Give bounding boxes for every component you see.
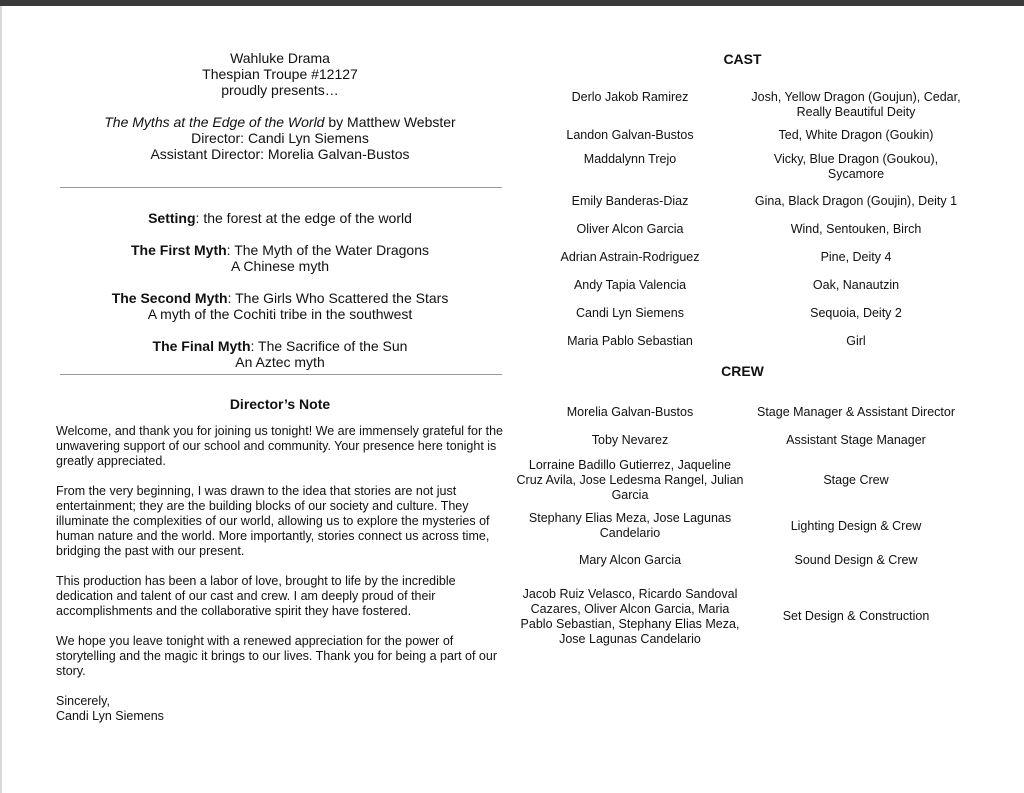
note-paragraph: From the very beginning, I was drawn to the idea that stories are not just entertainment; they are the building blocks of our society and culture. They illuminate the complexities of our world, allowing us to explore the mysteries of human nature and the world. More importantly, stories connect us across time, bridging the past with our present. (56, 484, 490, 558)
first-myth-label: The First Myth (131, 242, 227, 258)
left-column (50, 50, 510, 724)
crew-names: Morelia Galvan-Bustos (566, 404, 694, 419)
right-column (515, 50, 995, 654)
crew-job: Sound Design & Crew (794, 552, 918, 567)
cast-row (515, 215, 995, 243)
first-myth-sub: A Chinese myth (230, 258, 330, 274)
page-edge-shadow (0, 6, 2, 793)
presentation-header (50, 50, 510, 162)
final-myth-label: The Final Myth (152, 338, 251, 354)
crew-job: Assistant Stage Manager (786, 432, 926, 447)
cast-role: Vicky, Blue Dragon (Goukou), Sycamore (773, 152, 939, 181)
final-myth-sub: An Aztec myth (235, 354, 325, 370)
final-myth-line (50, 338, 510, 354)
second-myth-line (50, 290, 510, 306)
troupe-number: Thespian Troupe #12127 (202, 66, 358, 82)
cast-row (515, 327, 995, 355)
cast-row (515, 299, 995, 327)
cast-role: Ted, White Dragon (Goukin) (778, 128, 934, 142)
cast-actor: Candi Lyn Siemens (576, 305, 684, 320)
cast-role: Pine, Deity 4 (820, 249, 892, 264)
crew-names: Lorraine Badillo Gutierrez, Jaqueline Cruz Avila, Jose Ledesma Rangel, Julian Garcia (516, 457, 744, 502)
crew-job: Lighting Design & Crew (790, 518, 922, 533)
cast-actor: Andy Tapia Valencia (573, 277, 687, 292)
window-top-bar (0, 0, 1024, 6)
cast-role: Sequoia, Deity 2 (810, 305, 902, 320)
cast-actor: Derlo Jakob Ramirez (571, 90, 689, 104)
play-credit-line (50, 114, 510, 130)
crew-row (515, 426, 995, 454)
crew-names: Mary Alcon Garcia (578, 552, 682, 567)
cast-row (515, 125, 995, 146)
setting-value: : the forest at the edge of the world (195, 210, 412, 226)
cast-row (515, 271, 995, 299)
note-signoff (50, 694, 510, 724)
second-myth-value: : The Girls Who Scattered the Stars (227, 290, 449, 306)
first-myth-line (50, 242, 510, 258)
cast-actor: Emily Banderas-Diaz (571, 193, 689, 208)
note-paragraph: This production has been a labor of love, brought to life by the incredible dedication and talent of our cast and crew. I am deeply proud of their accomplishments and the collaborative spirit they have fostered. (56, 574, 456, 618)
cast-role: Girl (846, 333, 866, 348)
presents-line: proudly presents… (221, 82, 339, 98)
directors-note (50, 424, 510, 724)
crew-names: Toby Nevarez (591, 432, 669, 447)
final-myth-value: : The Sacrifice of the Sun (250, 338, 408, 354)
cast-role: Wind, Sentouken, Birch (790, 221, 922, 236)
crew-names: Stephany Elias Meza, Jose Lagunas Candelario (528, 511, 732, 540)
cast-actor: Maddalynn Trejo (583, 152, 677, 166)
note-paragraph: We hope you leave tonight with a renewed appreciation for the power of storytelling and the magic it brings to our lives. Thank you for being a part of our story. (56, 634, 497, 678)
cast-role: Oak, Nanautzin (812, 277, 900, 292)
troupe-name: Wahluke Drama (230, 50, 330, 66)
play-title: The Myths at the Edge of the World (104, 114, 325, 130)
cast-role: Gina, Black Dragon (Goujin), Deity 1 (754, 193, 958, 208)
cast-row (515, 90, 995, 120)
note-paragraph: Welcome, and thank you for joining us tonight! We are immensely grateful for the unwavering support of our school and community. Your presence here tonight is greatly appreciated. (56, 424, 503, 468)
crew-names: Jacob Ruiz Velasco, Ricardo Sandoval Cazares, Oliver Alcon Garcia, Maria Pablo Sebastian, Stephany Elias Meza, Jose Lagunas Candelario (520, 586, 740, 646)
crew-job: Stage Manager & Assistant Director (756, 404, 955, 419)
crew-row (515, 457, 995, 503)
cast-row (515, 152, 995, 182)
cast-row (515, 187, 995, 215)
setting-label: Setting (148, 210, 196, 226)
cast-actor: Adrian Astrain-Rodriguez (560, 249, 700, 264)
crew-title: CREW (721, 363, 764, 379)
second-myth-sub: A myth of the Cochiti tribe in the southwest (147, 306, 413, 322)
cast-actor: Maria Pablo Sebastian (567, 333, 693, 348)
crew-job: Set Design & Construction (782, 609, 930, 623)
cast-actor: Oliver Alcon Garcia (576, 221, 684, 236)
director-line: Director: Candi Lyn Siemens (191, 130, 369, 146)
signature-name: Candi Lyn Siemens (56, 709, 164, 723)
first-myth-value: : The Myth of the Water Dragons (226, 242, 429, 258)
cast-role: Josh, Yellow Dragon (Goujun), Cedar, Really Beautiful Deity (751, 90, 961, 119)
assistant-director-line: Assistant Director: Morelia Galvan-Bustos (150, 146, 410, 162)
cast-title: CAST (723, 51, 762, 67)
second-myth-label: The Second Myth (111, 290, 228, 306)
crew-job: Stage Crew (823, 472, 889, 487)
cast-row (515, 243, 995, 271)
setting-line (50, 210, 510, 226)
crew-row (515, 579, 995, 654)
crew-row (515, 550, 995, 570)
cast-actor: Landon Galvan-Bustos (566, 128, 694, 142)
crew-row (515, 398, 995, 426)
settings-section (50, 210, 510, 370)
directors-note-heading: Director’s Note (229, 396, 331, 412)
signoff-text: Sincerely, (56, 694, 110, 708)
crew-row (515, 511, 995, 541)
play-author: by Matthew Webster (324, 114, 456, 130)
